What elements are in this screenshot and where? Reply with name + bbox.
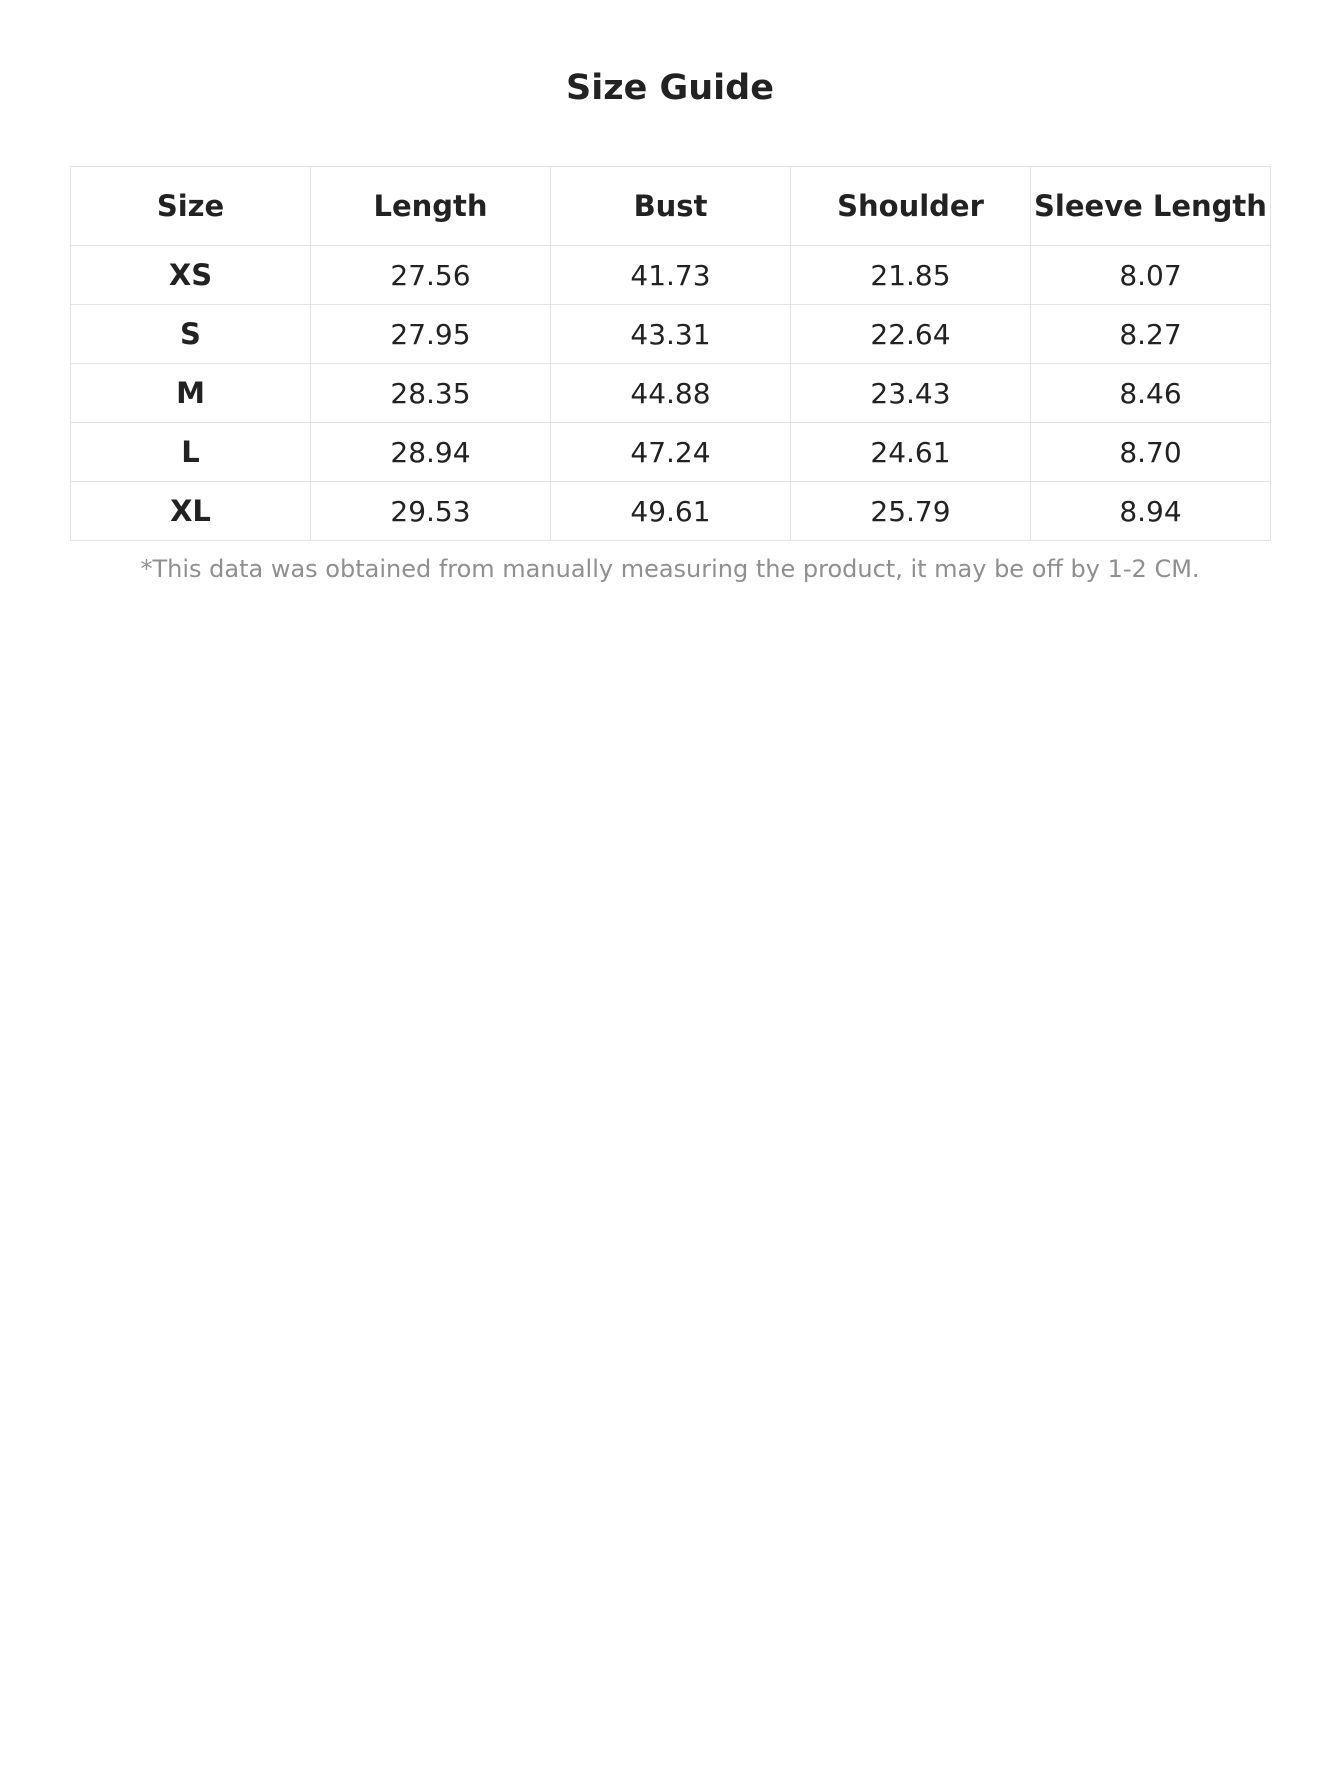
column-header-sleeve-length: Sleeve Length	[1031, 167, 1271, 246]
length-cell: 29.53	[311, 482, 551, 541]
shoulder-cell: 25.79	[791, 482, 1031, 541]
sleeve-length-cell: 8.70	[1031, 423, 1271, 482]
shoulder-cell: 22.64	[791, 305, 1031, 364]
shoulder-cell: 23.43	[791, 364, 1031, 423]
sleeve-length-cell: 8.27	[1031, 305, 1271, 364]
size-cell: XL	[71, 482, 311, 541]
size-cell: XS	[71, 246, 311, 305]
length-cell: 27.95	[311, 305, 551, 364]
table-row	[71, 305, 1271, 364]
length-cell: 28.94	[311, 423, 551, 482]
bust-cell: 44.88	[551, 364, 791, 423]
shoulder-cell: 21.85	[791, 246, 1031, 305]
column-header-length: Length	[311, 167, 551, 246]
sleeve-length-cell: 8.07	[1031, 246, 1271, 305]
size-cell: M	[71, 364, 311, 423]
table-row	[71, 364, 1271, 423]
measurement-disclaimer: *This data was obtained from manually measuring the product, it may be off by 1-2 CM.	[140, 555, 1200, 583]
size-table	[70, 166, 1271, 541]
table-header-row	[71, 167, 1271, 246]
length-cell: 28.35	[311, 364, 551, 423]
page-title: Size Guide	[566, 68, 774, 108]
bust-cell: 43.31	[551, 305, 791, 364]
table-row	[71, 423, 1271, 482]
column-header-shoulder: Shoulder	[791, 167, 1031, 246]
column-header-bust: Bust	[551, 167, 791, 246]
length-cell: 27.56	[311, 246, 551, 305]
size-cell: S	[71, 305, 311, 364]
shoulder-cell: 24.61	[791, 423, 1031, 482]
size-cell: L	[71, 423, 311, 482]
sleeve-length-cell: 8.94	[1031, 482, 1271, 541]
bust-cell: 47.24	[551, 423, 791, 482]
bust-cell: 49.61	[551, 482, 791, 541]
sleeve-length-cell: 8.46	[1031, 364, 1271, 423]
bust-cell: 41.73	[551, 246, 791, 305]
table-row	[71, 246, 1271, 305]
table-row	[71, 482, 1271, 541]
column-header-size: Size	[71, 167, 311, 246]
